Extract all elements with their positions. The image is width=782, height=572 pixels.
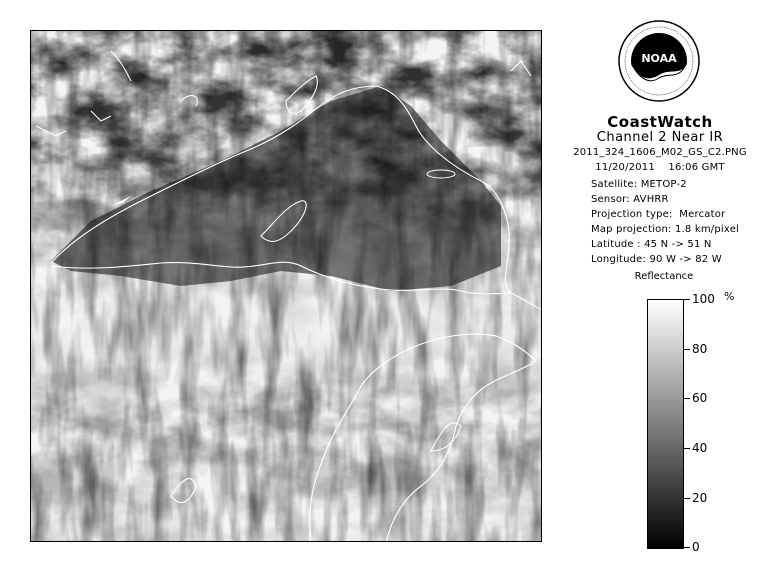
datetime: 11/20/2011 16:06 GMT [595,162,725,173]
colorbar-tick [683,498,690,499]
sensor-info: Sensor: AVHRR [591,194,669,205]
colorbar-tick [683,398,690,399]
cloud-imagery [31,31,542,542]
legend-unit: % [724,290,735,303]
noaa-logo-text: NOAA [641,52,677,65]
colorbar-tick [683,547,690,548]
reflectance-colorbar [647,299,684,549]
satellite-info: Satellite: METOP-2 [591,179,687,190]
colorbar-tick [683,349,690,350]
noaa-logo [618,20,700,102]
colorbar-label: 60 [692,391,708,405]
colorbar-label: 0 [692,540,700,554]
product-title: CoastWatch [607,113,713,131]
longitude-info: Longitude: 90 W -> 82 W [591,254,722,265]
legend-title: Reflectance [634,271,694,282]
map-projection-info: Map projection: 1.8 km/pixel [591,224,740,235]
latitude-info: Latitude : 45 N -> 51 N [591,239,712,250]
colorbar-tick [683,448,690,449]
filename: 2011_324_1606_M02_GS_C2.PNG [573,147,747,158]
colorbar-tick [683,299,690,300]
colorbar-label: 20 [692,491,708,505]
colorbar-label: 40 [692,441,708,455]
channel-label: Channel 2 Near IR [596,130,724,145]
satellite-image [30,30,542,542]
projection-type-info: Projection type: Mercator [591,209,726,220]
colorbar-label: 100 [692,292,715,306]
colorbar-label: 80 [692,342,708,356]
